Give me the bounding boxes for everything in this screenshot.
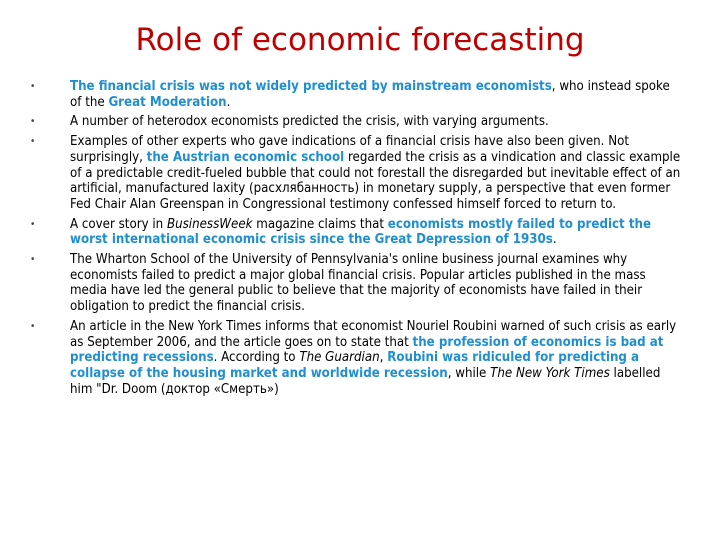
- body-text: A number of heterodox economists predicted the crisis, with varying arguments.: [70, 114, 549, 130]
- body-text: The Wharton School of the University of Pennsylvania's online business journal examines why economists failed to predict a major global financial crisis. Popular articles published in the mass media have led the general public to believe that the majority of economists have failed in their obligation to predict the financial crisis.: [70, 252, 646, 315]
- body-text: .: [552, 232, 557, 248]
- bullet-icon: •: [30, 254, 36, 266]
- body-text: ,: [379, 350, 388, 366]
- highlight-text: Great Moderation: [108, 94, 227, 110]
- list-item: [26, 114, 682, 130]
- body-text: , while: [447, 365, 491, 381]
- body-text: regarded the crisis as a vindication and classic example of a predictable credit-fueled bubble that could not forestall the disregarded but inevitable effect of an artificial, manufactured laxity (расхлябанность) in monetary supply, a perspective that even former Fed Chair Alan Greenspan in Congressional testimony confessed himself forced to return to.: [70, 149, 681, 212]
- newspaper-name: The New York Times: [490, 365, 610, 381]
- list-item: [26, 252, 682, 315]
- body-text: labelled him "Dr. Doom (доктор «Смерть»): [70, 365, 661, 397]
- bullet-icon: •: [30, 320, 36, 332]
- list-item: [26, 79, 682, 110]
- highlight-text: The financial crisis was not widely predicted by mainstream economists: [70, 79, 552, 94]
- highlight-text: the Austrian economic school: [146, 149, 345, 165]
- list-item: [26, 217, 682, 248]
- bullet-icon: •: [30, 218, 36, 230]
- list-item: [26, 319, 682, 398]
- body-text: magazine claims that: [252, 216, 388, 232]
- list-item: [26, 134, 682, 213]
- highlight-text: economists mostly failed to predict the worst international economic crisis since the Great Depression of 1930s: [70, 216, 652, 248]
- bullet-icon: •: [30, 116, 36, 128]
- body-text: A cover story in: [70, 216, 167, 232]
- bullet-icon: •: [30, 81, 36, 92]
- body-text: Examples of other experts who gave indications of a financial crisis have also been given. Not surprisingly,: [70, 134, 630, 165]
- bullet-list: [26, 79, 682, 401]
- body-text: , who instead spoke of the: [70, 79, 670, 110]
- newspaper-name: The Guardian: [299, 350, 380, 366]
- bullet-icon: •: [30, 136, 36, 148]
- highlight-text: Roubini was ridiculed for predicting a collapse of the housing market and worldwide recession: [70, 350, 640, 381]
- body-text: . According to: [213, 350, 300, 366]
- magazine-name: BusinessWeek: [166, 216, 253, 232]
- body-text: .: [226, 94, 231, 110]
- body-text: An article in the New York Times informs that economist Nouriel Roubini warned of such crisis as early as September 2006, and the article goes on to state that: [70, 318, 677, 350]
- slide-title: Role of economic forecasting: [135, 22, 585, 58]
- highlight-text: the profession of economics is bad at predicting recessions: [70, 334, 664, 366]
